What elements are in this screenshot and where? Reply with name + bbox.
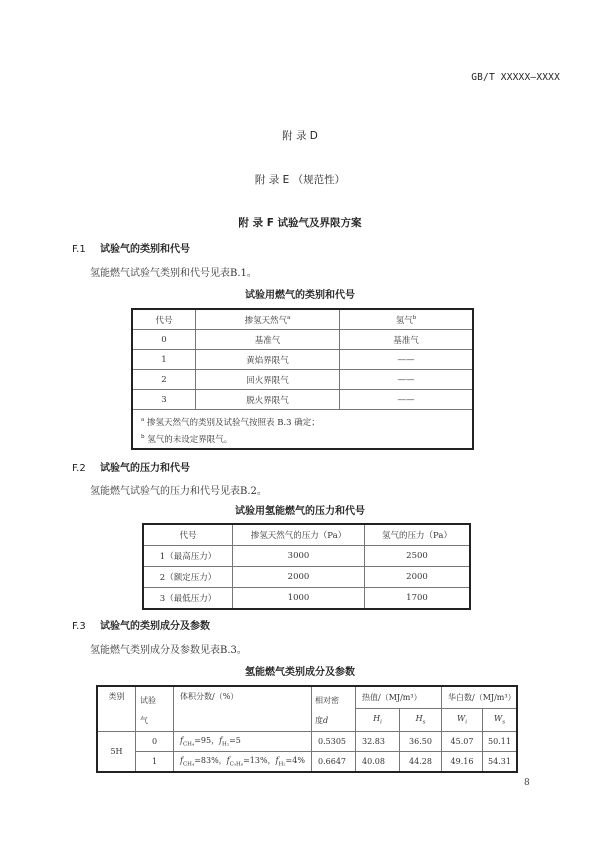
table-cell: —— <box>340 390 474 410</box>
table-cell: 36.50 <box>400 732 442 752</box>
section-title: 试验气的类别成分及参数 <box>100 621 210 632</box>
header-cell: $W_i$ <box>442 708 483 731</box>
gas-pressure-table <box>142 523 471 610</box>
table-cell: 基准气 <box>196 330 340 350</box>
table-cell: 0.6647 <box>312 752 356 773</box>
table-cell: 0 <box>132 330 196 350</box>
table-cell: 2000 <box>233 567 365 588</box>
section-text: 氢能燃气类别成分及参数见表B.3。 <box>90 645 247 656</box>
table-cell: 1000 <box>233 588 365 610</box>
section-heading <box>72 617 210 632</box>
table-cell: 3（最低压力） <box>143 588 233 610</box>
table-cell: 3 <box>132 390 196 410</box>
table-cell: 2 <box>132 370 196 390</box>
header-cell: 试验 气 <box>136 686 174 732</box>
header-cell: $W_s$ <box>483 708 518 731</box>
table-cell: 44.28 <box>400 752 442 773</box>
table-cell: —— <box>340 370 474 390</box>
table-header-row <box>132 309 473 330</box>
table-cell: 1 <box>132 350 196 370</box>
table-cell: —— <box>340 350 474 370</box>
header-cell: 华白数/（MJ/m³） <box>442 686 518 708</box>
header-cell: 氢气$^b$ <box>340 309 474 330</box>
header-cell: 掺氢天然气$^a$ <box>196 309 340 330</box>
table-row <box>143 588 470 610</box>
composition-cell: $f_{CH_4}=83\%$，$f_{C_3H_8}=13\%$，$f_{H_2}=4\%$ <box>174 752 312 773</box>
table-cell: 5H <box>97 732 136 773</box>
table-caption: 氢能燃气类别成分及参数 <box>245 667 355 678</box>
table-row <box>97 732 517 752</box>
table-note: $^a$ 掺氢天然气的类别及试验气按照表 B.3 确定； <box>141 417 320 428</box>
table-cell: 2000 <box>365 567 471 588</box>
header-cell: 代号 <box>132 309 196 330</box>
table-caption: 试验用氢能燃气的压力和代号 <box>235 506 365 517</box>
appendix-f-title: 附 录 F 试验气及界限方案 <box>238 217 362 229</box>
table-cell: 脱火界限气 <box>196 390 340 410</box>
table-cell: 3000 <box>233 546 365 567</box>
table-cell: 回火界限气 <box>196 370 340 390</box>
section-heading <box>72 459 190 474</box>
table-row <box>132 350 473 370</box>
header-cell: 代号 <box>143 524 233 546</box>
section-number: F.2 <box>72 463 86 474</box>
table-cell: 54.31 <box>483 752 518 773</box>
header-cell: 氢气的压力（Pa） <box>365 524 471 546</box>
section-title: 试验气的类别和代号 <box>100 244 190 255</box>
header-cell: 掺氢天然气的压力（Pa） <box>233 524 365 546</box>
table-cell: 1 <box>136 752 174 773</box>
table-cell: 40.08 <box>356 752 400 773</box>
table-cell: 0 <box>136 732 174 752</box>
header-cell: $H_s$ <box>400 708 442 731</box>
table-row <box>132 370 473 390</box>
section-number: F.3 <box>72 621 86 632</box>
appendix-e-title: 附 录 E （规范性） <box>254 174 346 186</box>
standard-number: GB/T XXXXX—XXXX <box>471 72 560 83</box>
table-cell: 2500 <box>365 546 471 567</box>
table-note: $^b$ 氢气的未设定界限气。 <box>141 434 233 445</box>
section-title: 试验气的压力和代号 <box>100 463 190 474</box>
section-text: 氢能燃气试验气类别和代号见表B.1。 <box>90 268 257 279</box>
table-notes <box>132 410 473 450</box>
section-heading <box>72 240 190 255</box>
section-text: 氢能燃气试验气的压力和代号见表B.2。 <box>90 486 267 497</box>
table-cell: 45.07 <box>442 732 483 752</box>
table-cell: 32.83 <box>356 732 400 752</box>
table-cell: 1700 <box>365 588 471 610</box>
table-header-row <box>143 524 470 546</box>
table-cell: 黄焰界限气 <box>196 350 340 370</box>
gas-composition-table <box>96 685 518 773</box>
composition-cell: $f_{CH_4}=95$，$f_{H_2}=5$ <box>174 732 312 752</box>
table-header-row <box>97 686 517 708</box>
header-cell: 热值/（MJ/m³） <box>356 686 442 708</box>
header-cell: $H_i$ <box>356 708 400 731</box>
appendix-d-title: 附 录 D <box>282 130 318 142</box>
table-cell: 2（额定压力） <box>143 567 233 588</box>
gas-category-table <box>131 308 474 450</box>
table-row <box>143 546 470 567</box>
table-row <box>132 330 473 350</box>
table-cell: 1（最高压力） <box>143 546 233 567</box>
table-row <box>97 752 517 773</box>
table-cell: 0.5305 <box>312 732 356 752</box>
table-row <box>143 567 470 588</box>
table-cell: 49.16 <box>442 752 483 773</box>
table-cell: 50.11 <box>483 732 518 752</box>
header-cell: 相对密 度d <box>312 686 356 732</box>
table-cell: 基准气 <box>340 330 474 350</box>
section-number: F.1 <box>72 244 86 255</box>
header-cell: 体积分数/（%） <box>174 686 312 732</box>
header-cell: 类别 <box>97 686 136 732</box>
table-row <box>132 390 473 410</box>
table-caption: 试验用燃气的类别和代号 <box>245 290 355 301</box>
page-number: 8 <box>524 778 530 788</box>
